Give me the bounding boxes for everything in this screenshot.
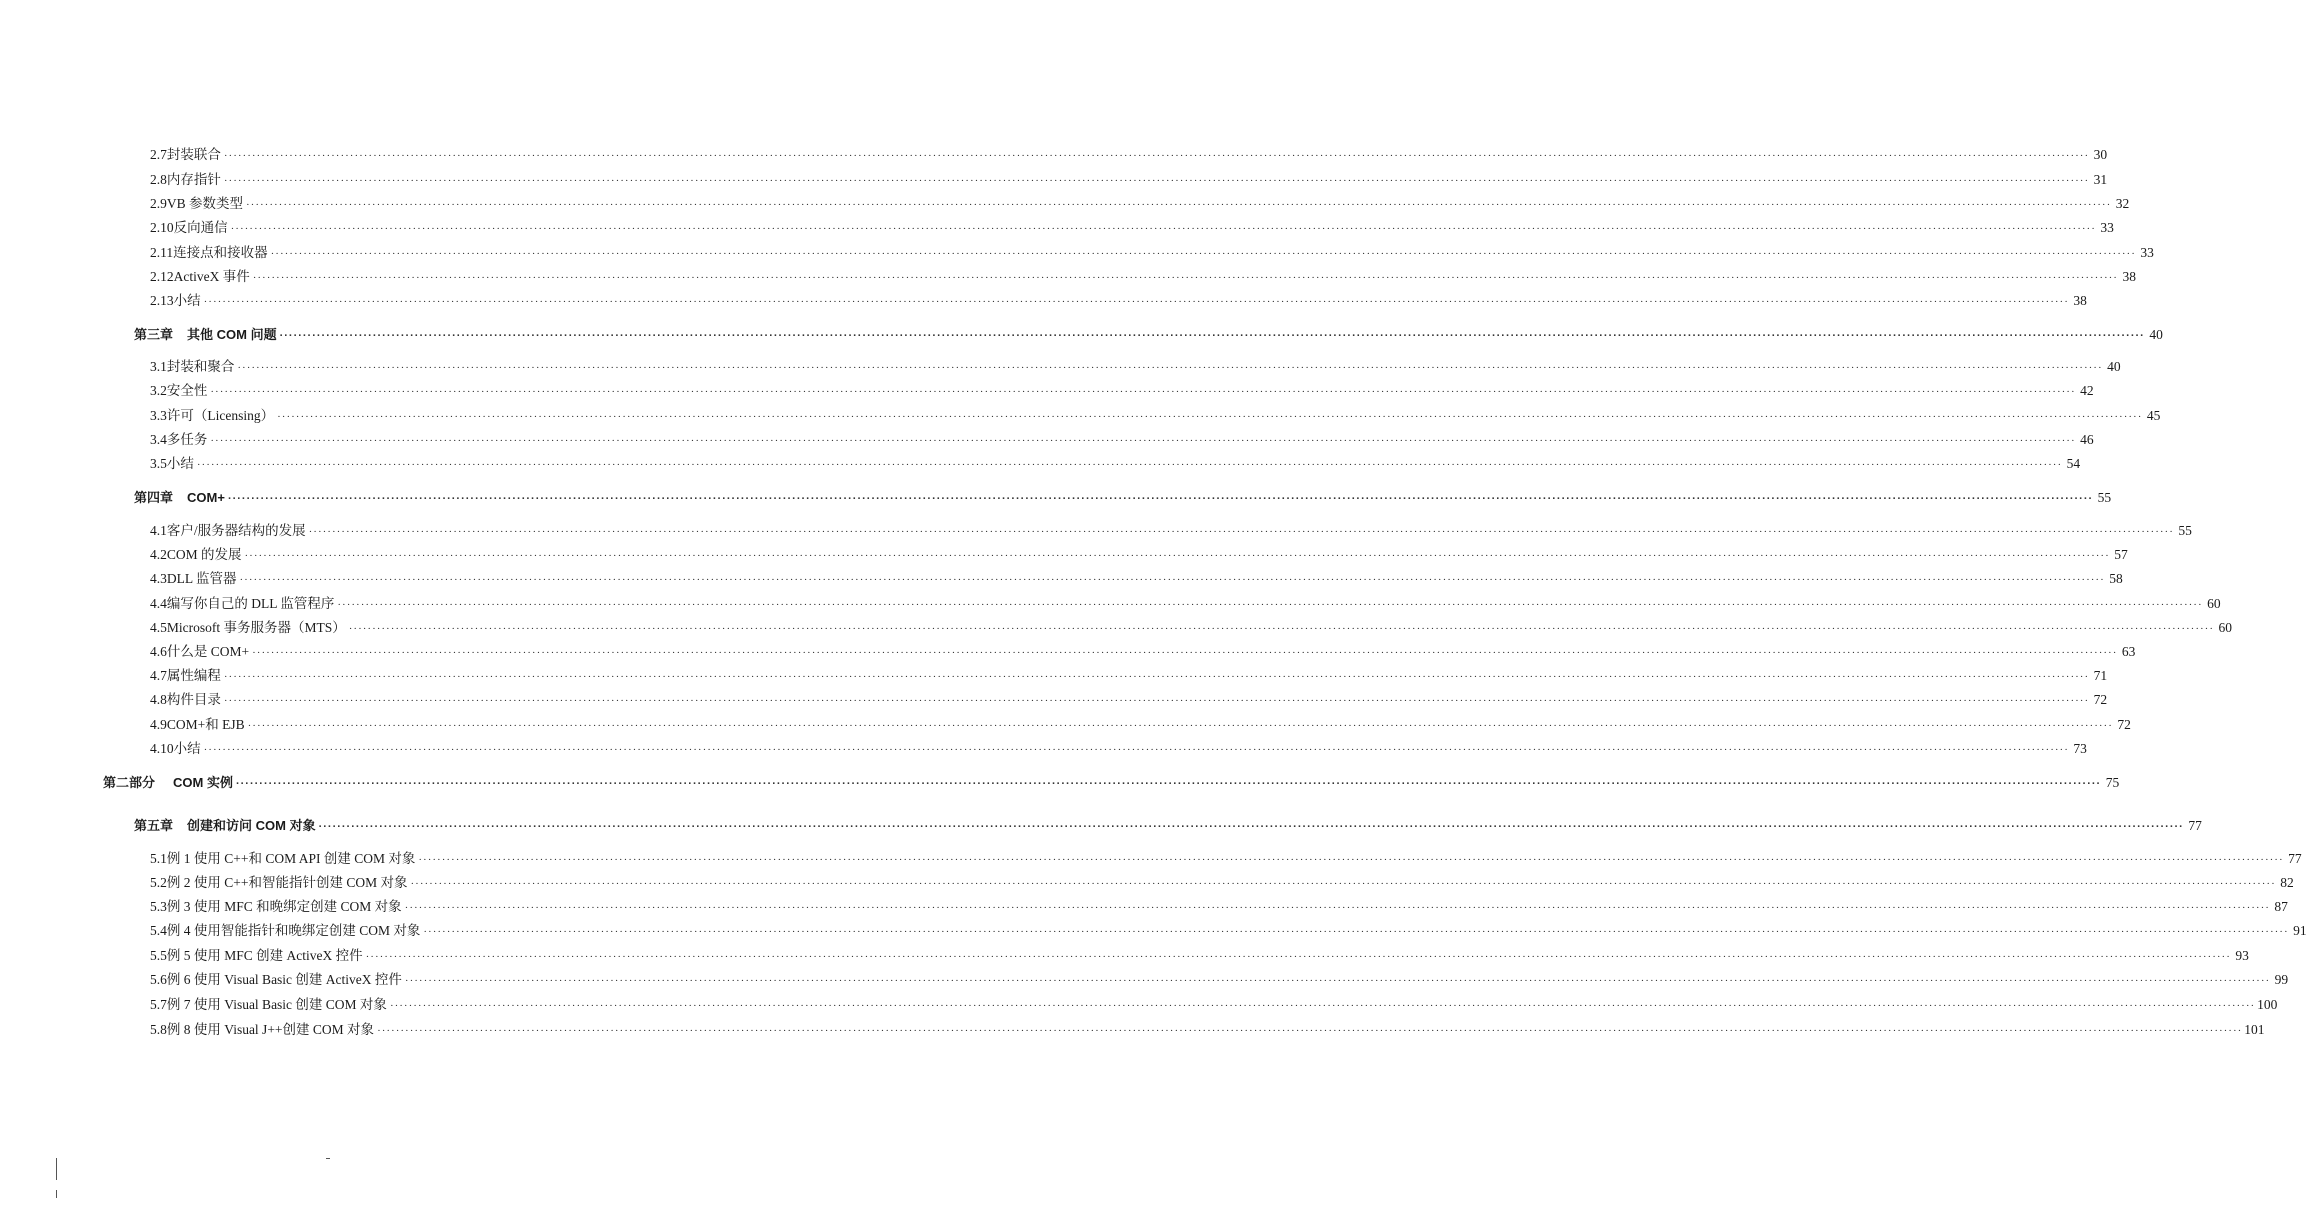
- entry-page-number: 99: [2274, 972, 2289, 987]
- dot-leader: ················································································································································································································································································································································································································: [389, 1000, 2256, 1012]
- entry-page-number: 32: [2115, 196, 2130, 211]
- entry-title: 连接点和接收器: [173, 245, 268, 260]
- dot-leader: ················································································································································································································································································································································································································: [270, 248, 2136, 260]
- entry-number: 2.12: [150, 269, 174, 284]
- entry-number: 3.1: [150, 359, 167, 374]
- toc-section-entry: [150, 995, 2278, 1015]
- entry-title: ActiveX 事件: [173, 269, 250, 284]
- toc-section-entry: [150, 145, 2108, 165]
- entry-page-number: 60: [2218, 620, 2232, 635]
- entry-number: 4.7: [150, 668, 167, 683]
- toc-section-entry: [150, 618, 2232, 638]
- toc-section-entry: [150, 1020, 2265, 1040]
- entry-number: 3.3: [150, 408, 167, 423]
- toc-section-entry: [150, 739, 2087, 759]
- entry-page-number: 91: [2293, 923, 2307, 938]
- entry-number: 4.3: [150, 571, 167, 586]
- entry-title: 例 8 使用 Visual J++创建 COM 对象: [166, 1022, 375, 1037]
- entry-number: 第五章: [134, 818, 174, 833]
- entry-title: 创建和访问 COM 对象: [187, 818, 316, 833]
- entry-number: 第二部分: [103, 775, 156, 790]
- entry-number: 2.8: [150, 172, 167, 187]
- entry-number: 2.10: [150, 220, 174, 235]
- entry-page-number: 38: [2122, 269, 2136, 284]
- toc-section-entry: [150, 381, 2094, 401]
- entry-title: 反向通信: [173, 220, 228, 235]
- dot-leader: ················································································································································································································································································································································································································: [252, 272, 2118, 284]
- dot-leader: ················································································································································································································································································································································································································: [210, 435, 2076, 447]
- entry-page-number: 55: [2178, 523, 2192, 538]
- entry-number: 4.2: [150, 547, 167, 562]
- toc-section-entry: [150, 243, 2154, 263]
- dot-leader: ················································································································································································································································································································································································································: [279, 330, 2145, 342]
- dot-leader: ················································································································································································································································································································································································································: [235, 778, 2102, 790]
- entry-number: 4.8: [150, 692, 167, 707]
- entry-number: 4.5: [150, 620, 167, 635]
- entry-number: 5.2: [150, 875, 167, 890]
- dot-leader: ················································································································································································································································································································································································································: [410, 878, 2276, 890]
- toc-section-entry: [150, 690, 2108, 710]
- entry-page-number: 72: [2093, 692, 2108, 707]
- entry-title: 例 4 使用智能指针和晚绑定创建 COM 对象: [166, 923, 421, 938]
- entry-title: 例 1 使用 C++和 COM API 创建 COM 对象: [166, 851, 416, 866]
- dot-leader: ················································································································································································································································································································································································································: [223, 150, 2090, 162]
- entry-number: 5.5: [150, 948, 167, 963]
- entry-page-number: 40: [2107, 359, 2121, 374]
- entry-number: 2.13: [150, 293, 174, 308]
- entry-title: 安全性: [166, 383, 208, 398]
- toc-section-entry: [150, 666, 2108, 686]
- toc-section-entry: [150, 267, 2136, 287]
- entry-number: 5.4: [150, 923, 167, 938]
- toc-section-entry: [150, 291, 2087, 311]
- scan-mark: [56, 1190, 57, 1198]
- entry-title: 例 3 使用 MFC 和晚绑定创建 COM 对象: [166, 899, 402, 914]
- dot-leader: ················································································································································································································································································································································································································: [404, 975, 2271, 987]
- entry-page-number: 100: [2257, 997, 2278, 1012]
- dot-leader: ················································································································································································································································································································································································································: [418, 854, 2284, 866]
- toc-section-entry: [150, 406, 2161, 426]
- entry-title: 多任务: [166, 432, 208, 447]
- toc-section-entry: [150, 642, 2136, 662]
- entry-number: 2.9: [150, 196, 167, 211]
- entry-title: 例 5 使用 MFC 创建 ActiveX 控件: [166, 948, 363, 963]
- entry-number: 3.2: [150, 383, 167, 398]
- dot-leader: ················································································································································································································································································································································································································: [337, 599, 2203, 611]
- toc-section-entry: [150, 569, 2123, 589]
- dot-leader: ················································································································································································································································································································································································································: [227, 493, 2094, 505]
- entry-page-number: 38: [2073, 293, 2087, 308]
- dot-leader: ················································································································································································································································································································································································································: [252, 647, 2118, 659]
- entry-number: 3.5: [150, 456, 167, 471]
- toc-section-entry: [150, 921, 2307, 941]
- entry-page-number: 75: [2105, 775, 2120, 790]
- dot-leader: ················································································································································································································································································································································································································: [377, 1025, 2243, 1037]
- entry-title: 小结: [173, 293, 201, 308]
- entry-page-number: 45: [2146, 408, 2161, 423]
- entry-title: 许可（Licensing）: [166, 408, 275, 423]
- entry-title: 客户/服务器结构的发展: [166, 523, 306, 538]
- entry-title: COM+和 EJB: [166, 717, 245, 732]
- entry-title: 什么是 COM+: [166, 644, 250, 659]
- dot-leader: ················································································································································································································································································································································································································: [246, 199, 2112, 211]
- toc-section-entry: [150, 715, 2131, 735]
- entry-page-number: 73: [2073, 741, 2087, 756]
- entry-title: 内存指针: [166, 172, 221, 187]
- entry-title: 封装和聚合: [166, 359, 235, 374]
- toc-section-entry: [150, 946, 2249, 966]
- dot-leader: ················································································································································································································································································································································································································: [244, 550, 2110, 562]
- entry-title: 例 6 使用 Visual Basic 创建 ActiveX 控件: [166, 972, 402, 987]
- entry-page-number: 58: [2109, 571, 2123, 586]
- entry-number: 第三章: [134, 327, 174, 342]
- entry-page-number: 72: [2117, 717, 2131, 732]
- scan-mark: [326, 1158, 330, 1159]
- entry-number: 3.4: [150, 432, 167, 447]
- entry-page-number: 63: [2121, 644, 2136, 659]
- entry-title: COM 实例: [173, 775, 233, 790]
- dot-leader: ················································································································································································································································································································································································································: [223, 175, 2090, 187]
- toc-section-entry: [150, 430, 2094, 450]
- dot-leader: ················································································································································································································································································································································································································: [203, 296, 2069, 308]
- entry-title: COM+: [187, 490, 225, 505]
- entry-page-number: 87: [2274, 899, 2288, 914]
- dot-leader: ················································································································································································································································································································································································································: [230, 223, 2096, 235]
- entry-page-number: 82: [2280, 875, 2294, 890]
- toc-section-entry: [150, 194, 2130, 214]
- entry-title: 构件目录: [166, 692, 221, 707]
- toc-section-entry: [150, 521, 2192, 541]
- dot-leader: ················································································································································································································································································································································································································: [237, 362, 2103, 374]
- entry-title: 小结: [173, 741, 201, 756]
- entry-title: 封装联合: [166, 147, 221, 162]
- entry-number: 4.9: [150, 717, 167, 732]
- dot-leader: ················································································································································································································································································································································································································: [348, 623, 2214, 635]
- entry-number: 5.3: [150, 899, 167, 914]
- entry-title: 属性编程: [166, 668, 221, 683]
- entry-title: 其他 COM 问题: [187, 327, 277, 342]
- dot-leader: ················································································································································································································································································································································································································: [239, 574, 2105, 586]
- entry-number: 5.8: [150, 1022, 167, 1037]
- toc-section-entry: [150, 545, 2128, 565]
- entry-title: VB 参数类型: [166, 196, 244, 211]
- entry-number: 2.11: [150, 245, 174, 260]
- dot-leader: ················································································································································································································································································································································································································: [365, 951, 2231, 963]
- dot-leader: ················································································································································································································································································································································································································: [404, 902, 2270, 914]
- toc-section-entry: [150, 873, 2294, 893]
- toc-section-entry: [150, 849, 2302, 869]
- entry-title: 例 7 使用 Visual Basic 创建 COM 对象: [166, 997, 387, 1012]
- entry-title: 小结: [166, 456, 194, 471]
- dot-leader: ················································································································································································································································································································································································································: [203, 744, 2069, 756]
- toc-part-entry: [103, 773, 2120, 793]
- toc-section-entry: [150, 218, 2114, 238]
- entry-page-number: 77: [2188, 818, 2202, 833]
- entry-number: 4.10: [150, 741, 174, 756]
- toc-chapter-entry: [134, 325, 2163, 345]
- entry-title: 编写你自己的 DLL 监管程序: [166, 596, 335, 611]
- dot-leader: ················································································································································································································································································································································································································: [318, 821, 2184, 833]
- dot-leader: ················································································································································································································································································································································································································: [196, 459, 2063, 471]
- entry-page-number: 40: [2149, 327, 2163, 342]
- entry-page-number: 54: [2066, 456, 2081, 471]
- entry-number: 5.6: [150, 972, 167, 987]
- dot-leader: ················································································································································································································································································································································································································: [210, 386, 2076, 398]
- entry-page-number: 57: [2114, 547, 2128, 562]
- toc-section-entry: [150, 357, 2121, 377]
- entry-number: 4.6: [150, 644, 167, 659]
- entry-page-number: 55: [2097, 490, 2112, 505]
- entry-title: COM 的发展: [166, 547, 242, 562]
- entry-page-number: 101: [2244, 1022, 2265, 1037]
- scan-mark: [56, 1158, 57, 1180]
- entry-page-number: 93: [2235, 948, 2249, 963]
- toc-section-entry: [150, 970, 2289, 990]
- dot-leader: ················································································································································································································································································································································································································: [308, 526, 2174, 538]
- toc-section-entry: [150, 170, 2108, 190]
- entry-title: DLL 监管器: [166, 571, 237, 586]
- toc-section-entry: [150, 454, 2081, 474]
- dot-leader: ················································································································································································································································································································································································································: [277, 411, 2143, 423]
- toc-chapter-entry: [134, 488, 2112, 508]
- dot-leader: ················································································································································································································································································································································································································: [223, 671, 2090, 683]
- entry-number: 2.7: [150, 147, 167, 162]
- entry-page-number: 42: [2080, 383, 2094, 398]
- entry-page-number: 33: [2140, 245, 2154, 260]
- entry-number: 5.1: [150, 851, 167, 866]
- toc-section-entry: [150, 897, 2288, 917]
- toc-section-entry: [150, 594, 2221, 614]
- entry-title: Microsoft 事务服务器（MTS）: [166, 620, 346, 635]
- entry-number: 4.4: [150, 596, 167, 611]
- entry-number: 5.7: [150, 997, 167, 1012]
- entry-page-number: 33: [2100, 220, 2114, 235]
- entry-page-number: 71: [2093, 668, 2108, 683]
- entry-page-number: 30: [2093, 147, 2108, 162]
- entry-page-number: 60: [2207, 596, 2221, 611]
- entry-number: 4.1: [150, 523, 167, 538]
- entry-title: 例 2 使用 C++和智能指针创建 COM 对象: [166, 875, 408, 890]
- entry-page-number: 77: [2288, 851, 2302, 866]
- dot-leader: ················································································································································································································································································································································································································: [423, 926, 2289, 938]
- entry-page-number: 46: [2080, 432, 2094, 447]
- dot-leader: ················································································································································································································································································································································································································: [247, 720, 2113, 732]
- dot-leader: ················································································································································································································································································································································································································: [223, 695, 2090, 707]
- entry-page-number: 31: [2093, 172, 2108, 187]
- toc-chapter-entry: [134, 816, 2202, 836]
- entry-number: 第四章: [134, 490, 174, 505]
